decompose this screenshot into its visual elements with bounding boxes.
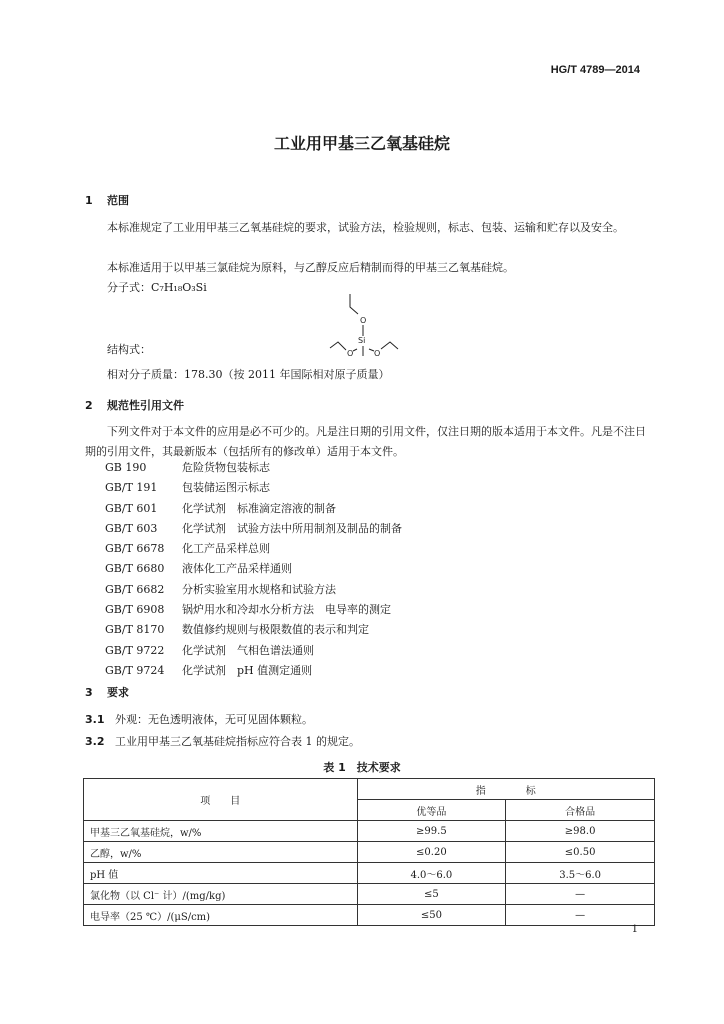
row-superior-value: ≥99.5 <box>357 821 506 842</box>
reference-item <box>105 478 402 498</box>
section-1-heading <box>85 192 129 208</box>
molecular-formula-value: C₇H₁₈O₃Si <box>151 281 207 294</box>
row-superior-value: ≤50 <box>357 905 506 926</box>
header-index: 指 标 <box>357 779 654 800</box>
table-row <box>84 842 655 863</box>
technical-requirements-table <box>83 778 655 926</box>
reference-title: 数值修约规则与极限数值的表示和判定 <box>182 623 369 637</box>
reference-title: 化学试剂 pH 值测定通则 <box>182 663 313 677</box>
reference-title: 锅炉用水和冷却水分析方法 电导率的测定 <box>182 603 391 617</box>
structure-right-chain <box>381 342 398 349</box>
row-item: 电导率（25 ℃）/(μS/cm) <box>84 905 358 926</box>
header-qualified-grade: 合格品 <box>506 800 655 821</box>
table-1-caption: 表 1 技术要求 <box>323 761 401 774</box>
reference-code: GB 190 <box>105 461 147 474</box>
scope-paragraph-1: 本标准规定了工业用甲基三乙氧基硅烷的要求，试验方法，检验规则，标志、包装、运输和贮存以及安全。 <box>107 221 624 234</box>
reference-title: 化学试剂 试验方法中所用制剂及制品的制备 <box>182 521 402 535</box>
table-row <box>84 821 655 842</box>
reference-code: GB/T 9724 <box>105 663 165 677</box>
structure-bond-left <box>353 349 357 351</box>
molecular-formula-label: 分子式： <box>107 281 151 294</box>
reference-title: 化学试剂 气相色谱法通则 <box>182 643 314 657</box>
clause-3-1-number: 3.1 <box>85 713 105 726</box>
table-row <box>84 863 655 884</box>
structural-formula-label: 结构式： <box>107 343 151 356</box>
row-qualified-value: 3.5～6.0 <box>506 863 655 884</box>
structure-oxygen-top: O <box>360 316 367 325</box>
clause-3-2-text: 工业用甲基三乙氧基硅烷指标应符合表 1 的规定。 <box>115 735 360 748</box>
reference-item <box>105 539 402 559</box>
table-row <box>84 905 655 926</box>
reference-item <box>105 641 402 661</box>
reference-item <box>105 580 402 600</box>
row-item: 甲基三乙氧基硅烷，w/% <box>84 821 358 842</box>
structure-silicon: Si <box>358 336 366 345</box>
table-row <box>84 884 655 905</box>
section-3-number: 3 <box>85 686 93 699</box>
reference-code: GB/T 603 <box>105 521 158 535</box>
clause-3-1 <box>85 711 313 727</box>
section-2-heading <box>85 397 184 413</box>
clause-3-2-number: 3.2 <box>85 735 105 748</box>
row-item: 乙醇，w/% <box>84 842 358 863</box>
normative-intro: 下列文件对于本文件的应用是必不可少的。凡是注日期的引用文件，仅注日期的版本适用于本文件。凡是不注日期的引用文件，其最新版本（包括所有的修改单）适用于本文件。 <box>85 425 646 458</box>
row-item: 氯化物（以 Cl⁻ 计）/(mg/kg) <box>84 884 358 905</box>
row-qualified-value: — <box>506 884 655 905</box>
reference-item <box>105 620 402 640</box>
molecular-formula <box>107 279 207 295</box>
reference-item <box>105 559 402 579</box>
reference-title: 化工产品采样总则 <box>182 542 270 556</box>
row-qualified-value: ≥98.0 <box>506 821 655 842</box>
structure-top-chain <box>350 294 358 314</box>
reference-code: GB/T 9722 <box>105 643 165 657</box>
reference-code: GB/T 6680 <box>105 562 165 576</box>
section-3-title: 要求 <box>107 686 129 699</box>
structure-oxygen-right: O <box>374 349 381 358</box>
reference-list <box>105 458 402 681</box>
reference-title: 危险货物包装标志 <box>182 461 270 474</box>
clause-3-2 <box>85 733 360 749</box>
reference-code: GB/T 8170 <box>105 623 165 637</box>
reference-title: 分析实验室用水规格和试验方法 <box>182 582 336 596</box>
reference-title: 包装储运图示标志 <box>182 481 270 495</box>
structure-oxygen-left: O <box>347 349 354 358</box>
row-qualified-value: — <box>506 905 655 926</box>
row-qualified-value: ≤0.50 <box>506 842 655 863</box>
page-number: 1 <box>631 924 638 935</box>
reference-code: GB/T 6908 <box>105 603 165 617</box>
row-superior-value: ≤5 <box>357 884 506 905</box>
structural-formula <box>320 292 420 360</box>
row-superior-value: ≤0.20 <box>357 842 506 863</box>
row-item: pH 值 <box>84 863 358 884</box>
reference-item <box>105 661 402 681</box>
reference-item <box>105 458 402 478</box>
reference-code: GB/T 191 <box>105 481 158 495</box>
table-header-row <box>84 779 655 800</box>
row-superior-value: 4.0～6.0 <box>357 863 506 884</box>
reference-code: GB/T 6682 <box>105 582 165 596</box>
header-superior-grade: 优等品 <box>357 800 506 821</box>
reference-code: GB/T 601 <box>105 501 158 515</box>
reference-item <box>105 600 402 620</box>
section-1-number: 1 <box>85 194 93 207</box>
scope-paragraph-2: 本标准适用于以甲基三氯硅烷为原料，与乙醇反应后精制而得的甲基三乙氧基硅烷。 <box>107 261 514 274</box>
section-2-title: 规范性引用文件 <box>107 399 184 412</box>
standard-code: HG/T 4789—2014 <box>550 64 640 76</box>
header-item: 项 目 <box>84 779 358 821</box>
clause-3-1-text: 外观：无色透明液体，无可见固体颗粒。 <box>115 713 313 726</box>
reference-title: 液体化工产品采样通则 <box>182 562 292 576</box>
structure-left-chain <box>330 342 346 350</box>
reference-title: 化学试剂 标准滴定溶液的制备 <box>182 501 336 515</box>
reference-code: GB/T 6678 <box>105 542 165 556</box>
section-3-heading <box>85 684 129 700</box>
reference-item <box>105 499 402 519</box>
section-2-number: 2 <box>85 399 93 412</box>
molar-mass: 相对分子质量：178.30（按 2011 年国际相对原子质量） <box>107 368 390 381</box>
section-1-title: 范围 <box>107 194 129 207</box>
reference-item <box>105 519 402 539</box>
page-title: 工业用甲基三乙氧基硅烷 <box>273 134 450 153</box>
